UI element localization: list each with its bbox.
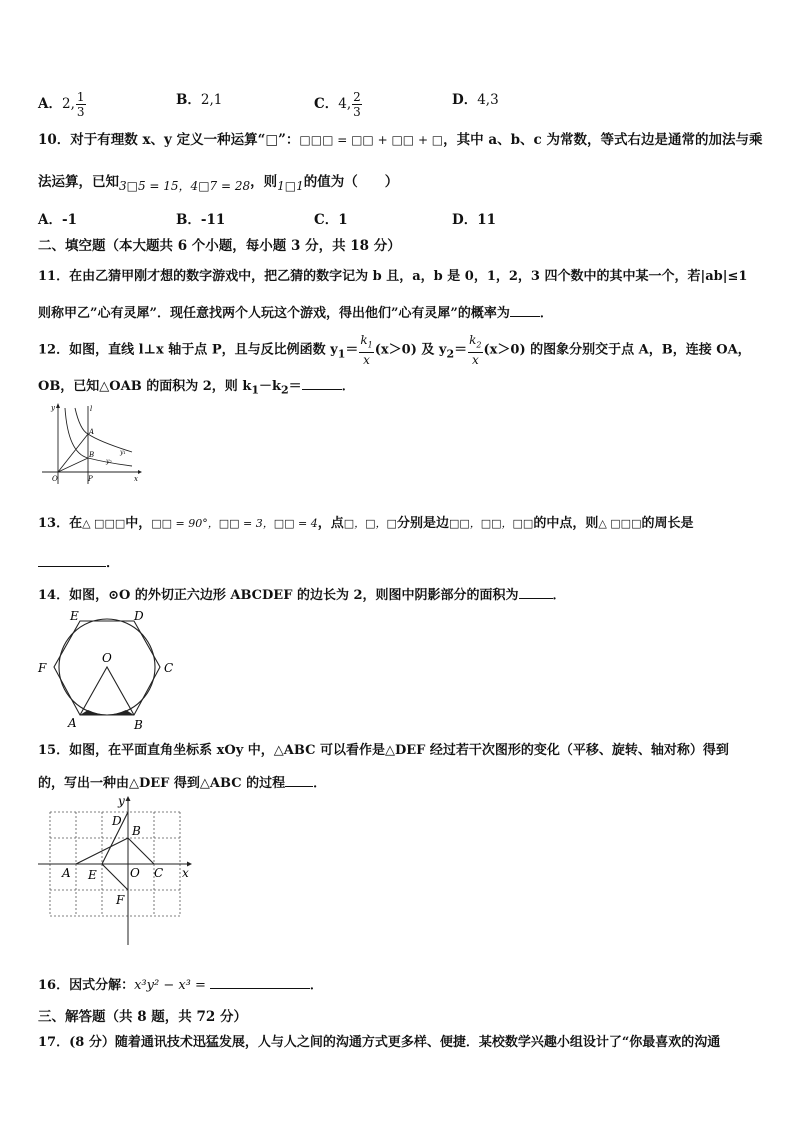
- fig15-label-F: F: [116, 893, 125, 907]
- q10-text-2a: 法运算，已知: [38, 174, 119, 190]
- q13-text-5: 的中点，则: [533, 516, 599, 531]
- q12-end: ．: [341, 379, 355, 394]
- q10-op: □: [265, 132, 279, 148]
- fig14-label-E: E: [70, 609, 79, 623]
- fig15-label-x: x: [182, 866, 189, 880]
- q13-answer-blank: [38, 554, 106, 567]
- q12-k1: k: [360, 333, 368, 347]
- q9-option-a: [38, 90, 87, 119]
- q9-option-b: [176, 88, 222, 108]
- q10-ask: 1□1: [277, 179, 304, 193]
- q16-line: [38, 974, 323, 993]
- q11-line1: 11．在由乙猜甲刚才想的数字游戏中，把乙猜的数字记为 b 且，a，b 是 0，1，2，3 四个数中的其中某一个，若|ab|≤1: [38, 269, 748, 284]
- q10-text-2c: 的值为（ ）: [303, 174, 399, 190]
- fig15-label-B: B: [132, 824, 141, 838]
- q12-eq-2: ＝: [454, 342, 468, 358]
- q9-option-c-label: C．: [314, 96, 339, 112]
- q11-end: ．: [539, 306, 553, 321]
- q13-text-4: 分别是边: [396, 516, 449, 531]
- q9-option-d-label: D．: [452, 92, 478, 108]
- q12-text-2: (x＞0) 及 y: [374, 342, 447, 358]
- fig12-label-A: A: [89, 428, 95, 436]
- q9-c-num: 2: [353, 90, 361, 104]
- q12-text-6: ＝: [288, 379, 302, 394]
- q15-answer-blank: [285, 774, 313, 787]
- q9-a-num: 1: [76, 90, 85, 104]
- fig12-label-O: O: [52, 475, 58, 483]
- q13-triangle-1: △ □□□: [82, 517, 126, 530]
- q13-sides: □□，□□，□□: [448, 517, 534, 530]
- q14-end: ．: [552, 588, 566, 603]
- q13-triangle-2: △ □□□: [598, 517, 642, 530]
- q13-line1: [38, 512, 693, 531]
- q12-fraction-2: [468, 333, 482, 367]
- q12-k2: k: [469, 333, 477, 347]
- q13-text-1: 13．在: [38, 516, 83, 531]
- q16-end: ．: [309, 978, 323, 993]
- q12-k2-sub: 2: [476, 340, 482, 350]
- q13-points: □，□，□: [343, 517, 397, 530]
- q12-den-1: x: [363, 353, 370, 368]
- q14-answer-blank: [519, 586, 553, 599]
- q10-options: [38, 208, 758, 226]
- fig15-label-C: C: [154, 866, 164, 880]
- q12-text-4: OB，已知△OAB 的面积为 2，则 k: [38, 379, 252, 394]
- q10-option-b: B．-11: [176, 212, 226, 228]
- fig12-label-y2: y₂: [106, 458, 112, 465]
- q12-y1-sub: 1: [337, 347, 346, 361]
- q15-end: ．: [313, 776, 327, 791]
- fig15-label-E: E: [88, 868, 97, 882]
- q9-options: [38, 80, 758, 120]
- fig15-label-A: A: [62, 866, 71, 880]
- q10-text-1b: ”：: [278, 132, 300, 148]
- q9-option-b-label: B．: [176, 92, 201, 108]
- q10-option-c: C．1: [314, 212, 348, 228]
- q12-y2-sub: 2: [446, 347, 455, 361]
- fig15-label-D: D: [112, 814, 122, 828]
- q10-formula: □□□ = □□ + □□ + □: [299, 133, 444, 147]
- q15-line1: 15．如图，在平面直角坐标系 xOy 中，△ABC 可以看作是△DEF 经过若干次图形的变化（平移、旋转、轴对称）得到: [38, 743, 729, 758]
- q9-option-d: [452, 88, 499, 108]
- q9-option-a-label: A．: [38, 96, 62, 112]
- fig14-label-C: C: [164, 661, 174, 675]
- fig14-label-F: F: [38, 661, 47, 675]
- q12-k1-sub-2: 1: [251, 383, 259, 397]
- q12-den-2: x: [471, 353, 479, 368]
- q10-line2: [38, 170, 399, 193]
- q12-eq-1: ＝: [345, 342, 359, 358]
- q15-text: 的，写出一种由△DEF 得到△ABC 的过程: [38, 776, 286, 791]
- q10-text-1a: 10．对于有理数 x、y 定义一种运算“: [38, 132, 266, 148]
- q9-c-den: 3: [353, 105, 361, 119]
- q12-k2-sub-2: 2: [281, 383, 289, 397]
- q10-option-d: D．11: [452, 212, 496, 228]
- q9-option-c: [314, 90, 363, 119]
- figure-q12: [38, 398, 144, 488]
- q10-line1: [38, 128, 762, 148]
- q12-k1-sub: 1: [367, 340, 373, 350]
- fig12-label-x: x: [134, 475, 138, 483]
- section-2-heading: 二、填空题（本大题共 6 个小题，每小题 3 分，共 18 分）: [38, 238, 401, 254]
- q10-text-2b: ，则: [250, 174, 278, 190]
- q9-option-b-text: 2,1: [200, 92, 223, 108]
- q9-option-a-fraction: [76, 90, 86, 119]
- q13-text-2: 中，: [125, 516, 152, 531]
- q16-expression: x³y² − x³ =: [134, 978, 206, 993]
- q10-text-1c: ，其中 a、b、c 为常数，等式右边是通常的加法与乘: [443, 132, 763, 148]
- q9-option-d-text: 4,3: [477, 92, 499, 108]
- fig12-label-y: y: [51, 404, 55, 412]
- q16-label: 16．因式分解：: [38, 978, 135, 993]
- fig15-label-O: O: [130, 866, 140, 880]
- q9-option-c-whole: 4,: [338, 96, 352, 112]
- q13-line2: [38, 551, 120, 571]
- q12-text-3: (x＞0) 的图象分别交于点 A，B，连接 OA，: [483, 342, 751, 358]
- figure-q14: [36, 607, 176, 733]
- fig14-label-B: B: [134, 718, 143, 732]
- section-3-heading: 三、解答题（共 8 题，共 72 分）: [38, 1009, 247, 1025]
- fig12-label-y1: y₁: [120, 449, 126, 456]
- q14-text: 14．如图，⊙O 的外切正六边形 ABCDEF 的边长为 2，则图中阴影部分的面积为: [38, 588, 519, 603]
- fig12-label-P: P: [88, 475, 93, 483]
- q10-condition: 3□5 = 15，4□7 = 28: [119, 179, 251, 193]
- q12-line1: [38, 333, 751, 367]
- fig14-label-A: A: [68, 716, 77, 730]
- q9-a-den: 3: [76, 105, 85, 119]
- fig15-label-y: y: [118, 794, 125, 808]
- q17-line1: 17．(8 分）随着通讯技术迅猛发展，人与人之间的沟通方式更多样、便捷．某校数学兴趣小组设计了“你最喜欢的沟通: [38, 1035, 721, 1050]
- q11-text: 则称甲乙”心有灵犀”．现任意找两个人玩这个游戏，得出他们”心有灵犀”的概率为: [38, 306, 510, 321]
- q9-option-a-whole: 2,: [61, 96, 75, 112]
- q16-answer-blank: [210, 976, 310, 989]
- fig12-label-l: l: [90, 405, 93, 413]
- q12-text-1: 12．如图，直线 l⊥x 轴于点 P，且与反比例函数 y: [38, 342, 338, 358]
- q14-line: [38, 584, 566, 603]
- q12-text-5: －k: [259, 379, 282, 394]
- q12-line2: [38, 375, 355, 397]
- q13-text-3: ，点: [317, 516, 344, 531]
- q9-option-c-fraction: [352, 90, 362, 119]
- fig14-label-O: O: [102, 651, 112, 665]
- fig14-label-D: D: [134, 609, 144, 623]
- q13-text-6: 的周长是: [641, 516, 694, 531]
- q13-condition: □□ = 90°，□□ = 3，□□ = 4: [151, 517, 318, 530]
- q12-fraction-1: [359, 333, 373, 367]
- figure-q15: [36, 793, 196, 949]
- q10-option-a: A．-1: [38, 212, 77, 228]
- q13-end: ．: [106, 555, 120, 571]
- fig12-label-B: B: [89, 451, 95, 459]
- q11-answer-blank: [510, 304, 540, 317]
- q15-line2: [38, 772, 326, 791]
- q12-answer-blank: [302, 377, 342, 390]
- q11-line2: [38, 302, 553, 321]
